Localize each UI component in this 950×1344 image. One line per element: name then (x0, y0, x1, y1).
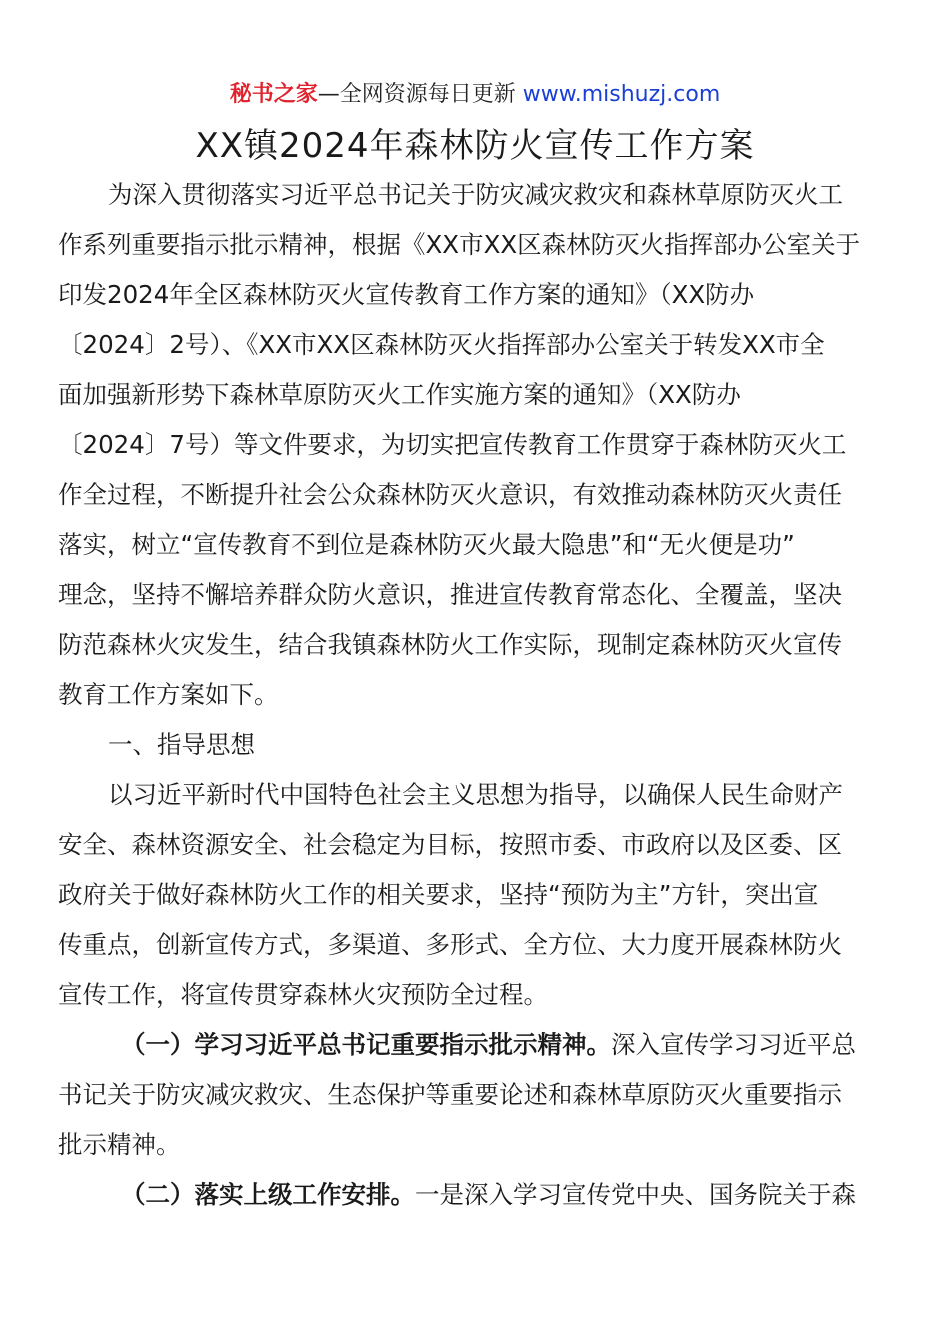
subsection-1-heading: （一）学习习近平总书记重要指示批示精神。 (121, 1030, 611, 1059)
paragraph-line: 作系列重要指示批示精神，根据《XX市XX区森林防灭火指挥部办公室关于 (58, 230, 861, 259)
paragraph-line: 〔2024〕7号）等文件要求，为切实把宣传教育工作贯穿于森林防灭火工 (58, 430, 847, 459)
subsection-2-heading: （二）落实上级工作安排。 (121, 1180, 415, 1209)
header-tagline: —全网资源每日更新 (317, 82, 523, 107)
paragraph-line: 以习近平新时代中国特色社会主义思想为指导，以确保人民生命财产 (108, 780, 843, 809)
subsection-2-line (58, 1170, 892, 1220)
site-header (0, 80, 950, 110)
paragraph-line: 为深入贯彻落实习近平总书记关于防灾减灾救灾和森林草原防灭火工 (108, 180, 843, 209)
site-url-link[interactable]: www.mishuzj.com (522, 82, 721, 107)
paragraph-line: 理念，坚持不懈培养群众防火意识，推进宣传教育常态化、全覆盖，坚决 (58, 580, 842, 609)
document-body (58, 170, 892, 1220)
paragraph-line: 印发2024年全区森林防灭火宣传教育工作方案的通知》（XX防办 (58, 280, 755, 309)
paragraph-line: 教育工作方案如下。 (58, 680, 279, 709)
paragraph-line: 书记关于防灾减灾救灾、生态保护等重要论述和森林草原防灭火重要指示 (58, 1080, 842, 1109)
paragraph-line: 〔2024〕2号）、《XX市XX区森林防灭火指挥部办公室关于转发XX市全 (58, 330, 825, 359)
paragraph-line: 落实，树立“宣传教育不到位是森林防灭火最大隐患”和“无火便是功” (58, 530, 795, 559)
section-heading: 一、指导思想 (108, 730, 255, 759)
subsection-1-line (58, 1020, 892, 1070)
paragraph-line: 面加强新形势下森林草原防灭火工作实施方案的通知》（XX防办 (58, 380, 741, 409)
subsection-2-text: 一是深入学习宣传党中央、国务院关于森 (415, 1180, 856, 1209)
paragraph-line: 批示精神。 (58, 1130, 181, 1159)
paragraph-line: 作全过程，不断提升社会公众森林防灭火意识，有效推动森林防灭火责任 (58, 480, 842, 509)
subsection-1-text: 深入宣传学习习近平总 (611, 1030, 856, 1059)
document-title: XX镇2024年森林防火宣传工作方案 (195, 126, 755, 166)
paragraph-line: 传重点，创新宣传方式，多渠道、多形式、全方位、大力度开展森林防火 (58, 930, 842, 959)
paragraph-line: 政府关于做好森林防火工作的相关要求，坚持“预防为主”方针，突出宣 (58, 880, 819, 909)
brand-name: 秘书之家 (229, 82, 318, 107)
paragraph-line: 防范森林火灾发生，结合我镇森林防火工作实际，现制定森林防灭火宣传 (58, 630, 842, 659)
paragraph-line: 安全、森林资源安全、社会稳定为目标，按照市委、市政府以及区委、区 (58, 830, 842, 859)
paragraph-line: 宣传工作，将宣传贯穿森林火灾预防全过程。 (58, 980, 548, 1009)
